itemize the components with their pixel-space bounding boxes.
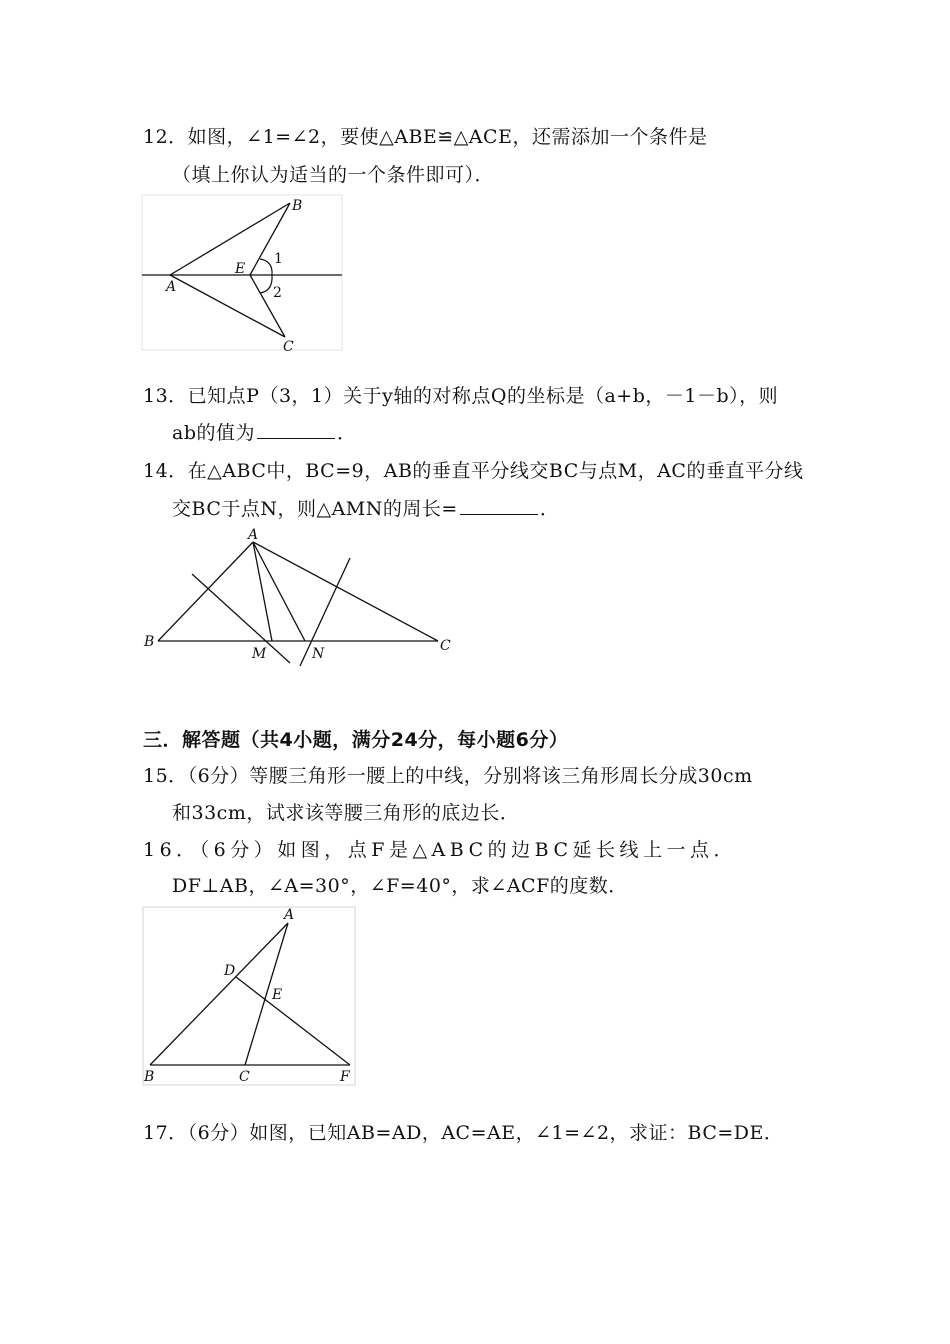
q13-answer-blank[interactable] xyxy=(257,420,335,439)
q14-label-A: A xyxy=(248,527,259,543)
q13-line2-end: ． xyxy=(337,422,357,444)
q16-figure-frame xyxy=(143,907,355,1085)
q16-figure xyxy=(140,905,360,1090)
q12-segment-AB xyxy=(170,203,290,275)
q16-label-B: B xyxy=(144,1069,155,1085)
q15-line1: 15．（6分）等腰三角形一腰上的中线，分别将该三角形周长分成30cm xyxy=(143,765,753,787)
q13-line2-text: ab的值为 xyxy=(172,422,255,444)
q14-perp-bisector-AB xyxy=(192,574,290,663)
q12-label-E: E xyxy=(235,261,246,277)
section3-heading: 三．解答题（共4小题，满分24分，每小题6分） xyxy=(143,729,569,751)
q14-figure xyxy=(140,528,460,668)
q17-line1: 17．（6分）如图，已知AB=AD，AC=AE，∠1=∠2，求证：BC=DE． xyxy=(143,1122,784,1144)
q16-label-A: A xyxy=(284,907,295,923)
q14-label-M: M xyxy=(252,646,267,662)
q12-label-A: A xyxy=(166,279,177,295)
q14-perp-bisector-AC xyxy=(300,558,350,666)
q16-segment-DF xyxy=(236,977,350,1065)
q16-label-C: C xyxy=(239,1069,250,1085)
q14-segment-AC xyxy=(253,542,438,641)
q12-label-1: 1 xyxy=(274,251,283,267)
q14-segment-AN xyxy=(253,542,305,641)
q16-label-F: F xyxy=(340,1069,350,1085)
q14-segment-AB xyxy=(158,542,253,641)
q13-line2 xyxy=(172,420,357,446)
q15-line2: 和33cm，试求该等腰三角形的底边长． xyxy=(172,802,520,824)
q14-label-N: N xyxy=(312,646,325,662)
q12-angle-arc-1 xyxy=(260,259,272,275)
q16-line2: DF⊥AB，∠A=30°，∠F=40°，求∠ACF的度数． xyxy=(172,875,628,897)
q14-label-C: C xyxy=(440,638,451,654)
q16-label-D: D xyxy=(224,963,236,979)
q14-line2 xyxy=(172,496,559,522)
q14-answer-blank[interactable] xyxy=(460,496,538,515)
q16-segment-AB xyxy=(150,923,288,1065)
q13-line1: 13．已知点P（3，1）关于y轴的对称点Q的坐标是（a+b，－1－b），则 xyxy=(143,385,779,407)
q12-line2: （填上你认为适当的一个条件即可）． xyxy=(172,164,495,186)
q12-label-B: B xyxy=(292,198,303,214)
q12-label-C: C xyxy=(283,339,294,355)
q14-line1: 14．在△ABC中，BC=9，AB的垂直平分线交BC与点M，AC的垂直平分线 xyxy=(143,460,804,482)
q12-line1: 12．如图，∠1=∠2，要使△ABE≌△ACE，还需添加一个条件是 xyxy=(143,126,708,148)
q14-line2-text: 交BC于点N，则△AMN的周长= xyxy=(172,498,458,520)
q14-line2-end: ． xyxy=(539,498,560,520)
q12-figure xyxy=(140,195,345,355)
q12-angle-arc-2 xyxy=(260,275,272,293)
q14-segment-AM xyxy=(253,542,272,641)
q12-label-2: 2 xyxy=(273,285,282,301)
q16-label-E: E xyxy=(272,987,283,1003)
q16-line1: 16．（6分）如图，点F是△ABC的边BC延长线上一点． xyxy=(143,839,737,861)
q14-label-B: B xyxy=(144,634,155,650)
